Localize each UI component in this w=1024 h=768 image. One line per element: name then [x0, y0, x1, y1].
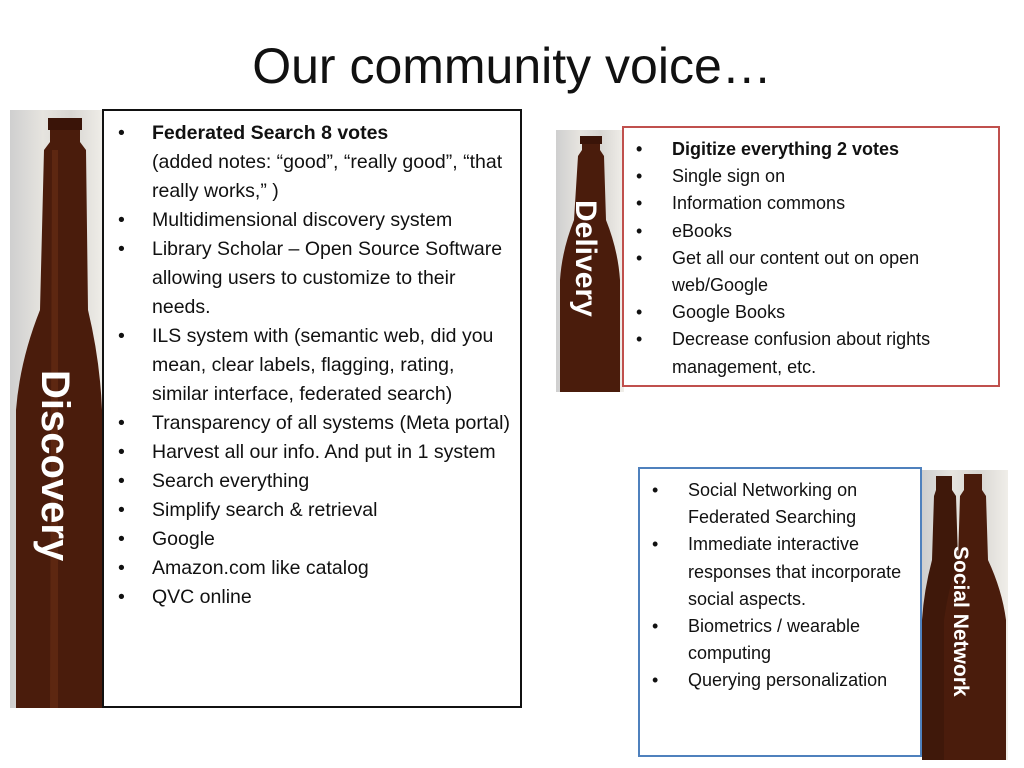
list-item: • QVC online — [104, 583, 514, 612]
social-network-label: Social Network — [949, 546, 972, 697]
list-item: • Federated Search 8 votes (added notes: “good”, “really good”, “that really works,” ) — [104, 119, 514, 206]
delivery-bottle-photo — [556, 130, 624, 392]
discovery-bottle-photo — [10, 110, 104, 708]
list-item: • Digitize everything 2 votes — [624, 136, 992, 163]
list-item: • Social Networking on Federated Searching — [640, 477, 914, 531]
social-bottle-photo — [922, 470, 1008, 760]
delivery-label: Delivery — [569, 200, 602, 317]
list-item: • Biometrics / wearable computing — [640, 613, 914, 667]
list-item: • Transparency of all systems (Meta portal) — [104, 409, 514, 438]
list-item: • Search everything — [104, 467, 514, 496]
list-item: • Google — [104, 525, 514, 554]
list-item: • Simplify search & retrieval — [104, 496, 514, 525]
list-item: • ILS system with (semantic web, did you mean, clear labels, flagging, rating, similar interface, federated search) — [104, 322, 514, 409]
discovery-label: Discovery — [33, 370, 77, 562]
social-list-box — [638, 467, 922, 757]
list-item: • eBooks — [624, 218, 992, 245]
list-item: • Amazon.com like catalog — [104, 554, 514, 583]
list-item: • Google Books — [624, 299, 992, 326]
list-item: • Querying personalization — [640, 667, 914, 694]
list-item: • Single sign on — [624, 163, 992, 190]
list-item: • Get all our content out on open web/Google — [624, 245, 992, 299]
delivery-list-box — [622, 126, 1000, 387]
list-item: • Harvest all our info. And put in 1 system — [104, 438, 514, 467]
slide-title: Our community voice… — [252, 38, 772, 94]
list-item: • Decrease confusion about rights management, etc. — [624, 326, 992, 380]
list-item: • Library Scholar – Open Source Software allowing users to customize to their needs. — [104, 235, 514, 322]
list-item: • Information commons — [624, 190, 992, 217]
list-item: • Multidimensional discovery system — [104, 206, 514, 235]
discovery-list-box — [102, 109, 522, 708]
list-item: • Immediate interactive responses that incorporate social aspects. — [640, 531, 914, 613]
